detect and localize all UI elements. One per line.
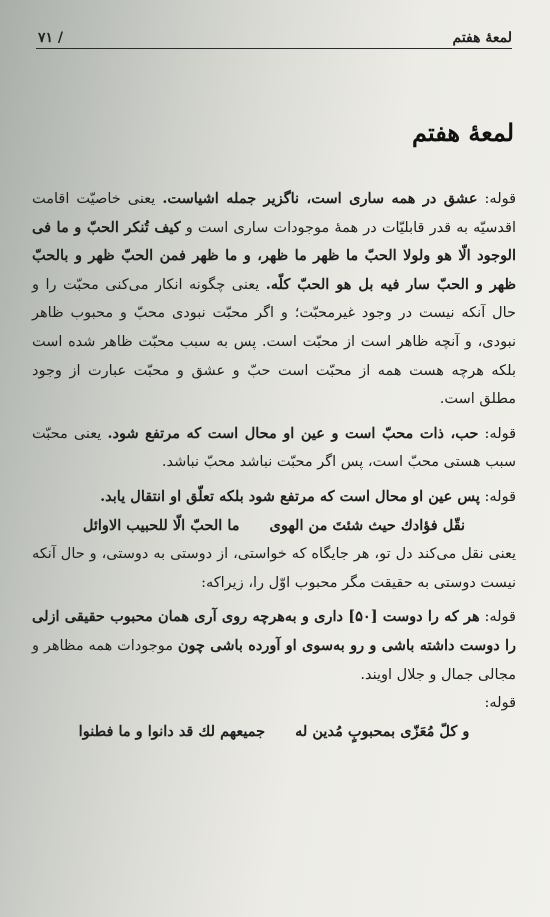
verse-hemistich-right: نقّل فؤادك حيث شئتَ من الهوى: [269, 516, 466, 534]
commentary: یعنی محبّت سبب هستی محبّ است، پس اگر محبّت نباشد محبّ نباشد.: [32, 425, 516, 471]
verse-2: [32, 718, 516, 747]
quoted-text: هر که را دوست [۵۰] داری و به‌هرچه روی آری همان محبوب حقیقی ازلی را دوست داشته باشی و رو به‌سوی او آورده باشی چون: [32, 608, 516, 654]
quoted-text: پس عین او محال است که مرتفع شود بلکه تعلّق او انتقال یابد.: [100, 487, 480, 505]
verse-hemistich-left: ما الحبّ الّا للحبيب الاوائل: [82, 516, 240, 534]
paragraph-5: [32, 603, 516, 689]
running-header: [38, 24, 512, 46]
commentary: یعنی چگونه انکار می‌کنی محبّت را و حال آنکه نیست در وجود غیرمحبّت؛ و اگر محبّت نبودی محبّ و محبوب ظاهر نبودی، و آنچه ظاهر است از محبّت است. پس به سبب محبّت ظاهر شده است بلکه هرچه هست همه از محبّت است حبّ و عشق و محبّت عبارت از وجود مطلق است.: [32, 276, 516, 408]
paragraph-1: [32, 185, 516, 414]
body-text: [32, 185, 516, 746]
page-number: / ۷۱: [38, 30, 64, 46]
commentary: یعنی نقل می‌کند دل تو، هر جایگاه که خواستی، از دوستی به دوستی، و حال آنکه نیست دوستی به حقیقت مگر محبوب اوّل را، زیراکه:: [32, 546, 516, 591]
running-title: لمعهٔ هفتم: [452, 30, 512, 46]
verse-1: [32, 512, 516, 541]
verse-hemistich-right: و كلّ مُعَزّى بمحبوبٍ مُدين له: [295, 722, 470, 740]
header-rule: [36, 48, 512, 49]
verse-hemistich-left: جميعهم لك قد دانوا و ما فطنوا: [78, 722, 266, 740]
chapter-title: لمعهٔ هفتم: [412, 118, 514, 147]
paragraph-2: [32, 420, 516, 477]
quote-label: قوله:: [484, 191, 517, 207]
paragraph-4: [32, 540, 516, 597]
quoted-text: عشق در همه ساری است، ناگزیر جمله اشیاست.: [162, 190, 478, 207]
paragraph-3: [32, 483, 516, 512]
quote-label: قوله:: [484, 488, 516, 505]
commentary: موجودات همه مظاهر و مجالی جمال و جلال اویند.: [32, 637, 516, 683]
commentary: یعنی خاصیّت اقامت اقدسیّه به قدر قابلیّات در همهٔ موجودات ساری است و: [32, 191, 516, 236]
quote-label: قوله:: [484, 609, 516, 626]
quoted-text: حب، ذات محبّ است و عین او محال است که مرتفع شود.: [107, 424, 479, 442]
quoted-text: کیف تُنکر الحبّ و ما فی الوجود الّا هو ولولا الحبّ ما ظهر ما ظهر، و ما ظهر فمن الحبّ ظهر و بالحبّ ظهر و الحبّ سار فیه بل هو الحبّ کلّه.: [32, 218, 517, 293]
quote-label: قوله:: [484, 425, 517, 442]
quote-label: قوله:: [484, 695, 516, 712]
paragraph-6: [32, 689, 516, 718]
